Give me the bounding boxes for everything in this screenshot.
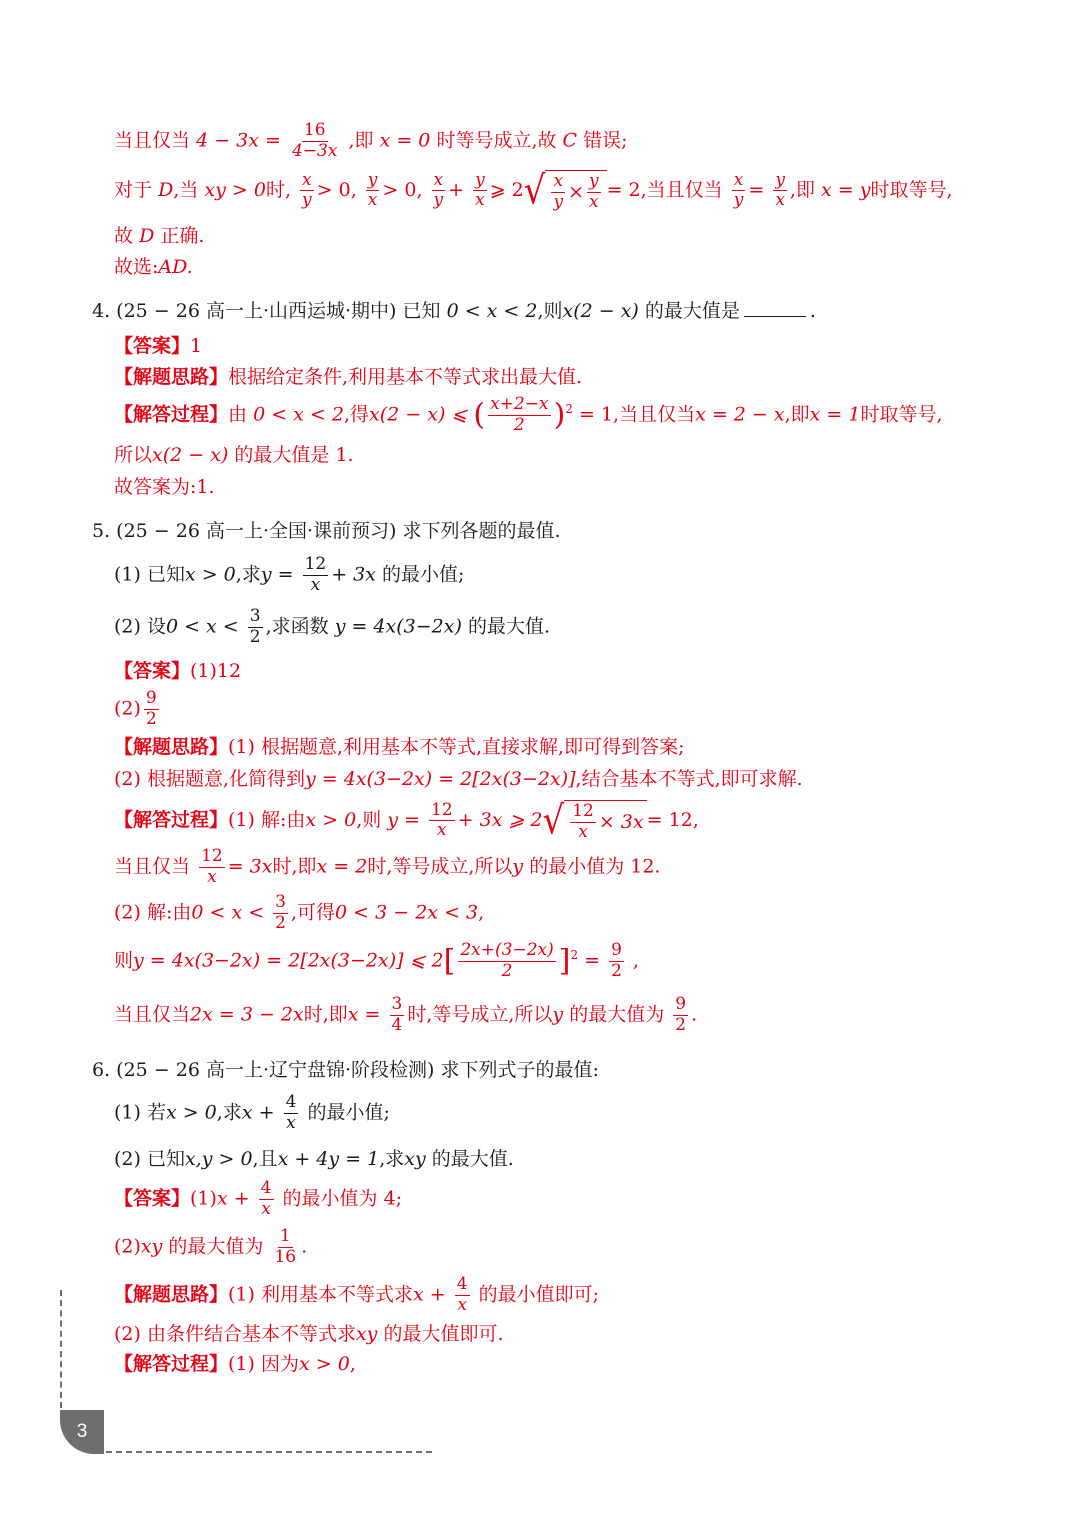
final-choice-line: 故选:AD. [114, 256, 193, 278]
question-4: 4. (25 − 26 高一上·山西运城·期中) 已知 0 < x < 2,则x(2 − x) 的最大值是 . [92, 300, 816, 322]
page-footer-dashed-line [106, 1451, 432, 1453]
fraction: $\frac{16}{4-3x}$ [291, 120, 338, 161]
question-6: 6. (25 − 26 高一上·辽宁盘锦·阶段检测) 求下列式子的最值: [92, 1059, 599, 1081]
solution-line-c-equality: 当且仅当 4 − 3x = $\frac{16}{4-3x}$ ,即 x = 0 时等号成立,故 C 错误; [114, 120, 628, 161]
q6-idea-1: 【解题思路】(1) 利用基本不等式求x + $\frac{4}{x}$ 的最小值即可; [114, 1274, 599, 1315]
q5-idea-2: (2) 根据题意,化简得到y = 4x(3−2x) = 2[2x(3−2x)],结合基本不等式,即可求解. [114, 768, 803, 790]
q5-idea-1: 【解题思路】(1) 根据题意,利用基本不等式,直接求解,即可得到答案; [114, 736, 685, 758]
q5-process-5: 当且仅当2x = 3 − 2x时,即x = $\frac{3}{4}$ 时,等号成立,所以y 的最大值为 $\frac{9}{2}$ . [114, 994, 698, 1035]
question-5: 5. (25 − 26 高一上·全国·课前预习) 求下列各题的最值. [92, 520, 561, 542]
q4-answer: 【答案】1 [114, 335, 203, 357]
answer-blank [744, 316, 806, 317]
page-number: 3 [60, 1410, 104, 1454]
fraction: $\frac{x}{y}$ [733, 169, 744, 211]
square-root: √ $\frac{x}{y}$ × $\frac{y}{x}$ [524, 170, 607, 212]
q5-process-4: 则y = 4x(3−2x) = 2[2x(3−2x)] ⩽ 2[ $\frac{2x+(3-2x)}{2}$ ]$^2$ = $\frac{9}{2}$ , [114, 940, 640, 981]
page-margin-dashed-line [60, 1290, 62, 1408]
solution-line-d-conclusion: 故 D 正确. [114, 225, 205, 247]
q5-part-1: (1) 已知x > 0,求y = $\frac{12}{x}$ + 3x 的最小值; [114, 554, 465, 595]
fraction: $\frac{y}{x}$ [367, 169, 378, 211]
q6-part-1: (1) 若x > 0,求x + $\frac{4}{x}$ 的最小值; [114, 1092, 390, 1133]
q4-final: 故答案为:1. [114, 476, 215, 498]
q5-process-2: 当且仅当 $\frac{12}{x}$ = 3x时,即x = 2时,等号成立,所以y 的最小值为 12. [114, 846, 661, 887]
q4-process: 【解答过程】由 0 < x < 2,得x(2 − x) ⩽ ( $\frac{x+2-x}{2}$ )$^2$ = 1,当且仅当x = 2 − x,即x = 1时取等号, [114, 394, 943, 435]
q5-answer-1: 【答案】(1)12 [114, 660, 242, 682]
q6-process-1: 【解答过程】(1) 因为x > 0, [114, 1353, 356, 1375]
fraction: $\frac{x}{y}$ [302, 169, 312, 211]
q4-idea: 【解题思路】根据给定条件,利用基本不等式求出最大值. [114, 366, 583, 388]
q5-answer-2: (2) $\frac{9}{2}$ [114, 688, 157, 729]
fraction: $\frac{y}{x}$ [775, 169, 785, 211]
q6-answer-2: (2)xy 的最大值为 $\frac{1}{16}$ . [114, 1226, 308, 1267]
q6-part-2: (2) 已知x,y > 0,且x + 4y = 1,求xy 的最大值. [114, 1148, 514, 1170]
q5-process-3: (2) 解:由0 < x < $\frac{3}{2}$ ,可得0 < 3 − 2x < 3, [114, 892, 485, 933]
fraction: $\frac{x}{y}$ [433, 169, 444, 211]
fraction: $\frac{y}{x}$ [475, 169, 485, 211]
q6-idea-2: (2) 由条件结合基本不等式求xy 的最大值即可. [114, 1323, 504, 1345]
q5-part-2: (2) 设0 < x < $\frac{3}{2}$ ,求函数 y = 4x(3−2x) 的最大值. [114, 606, 550, 647]
q4-summary: 所以x(2 − x) 的最大值是 1. [114, 444, 354, 466]
q6-answer-1: 【答案】(1)x + $\frac{4}{x}$ 的最小值为 4; [114, 1178, 403, 1219]
solution-line-d: 对于 D,当 xy > 0时, $\frac{x}{y}$ > 0, $\frac{y}{x}$ > 0, $\frac{x}{y}$ + $\frac{y}{x}$ ⩾ 2 √ $\frac{x}{y}$ × $\frac{y}{x}$ = 2,当且仅当 $\frac{x}{y}$ = $\frac{y}{x}$ ,即 x = y时取等号, [114, 167, 953, 214]
q5-process-1: 【解答过程】(1) 解:由x > 0,则 y = $\frac{12}{x}$ + 3x ⩾ 2 √ $\frac{12}{x}$ × 3x = 12, [114, 797, 699, 844]
